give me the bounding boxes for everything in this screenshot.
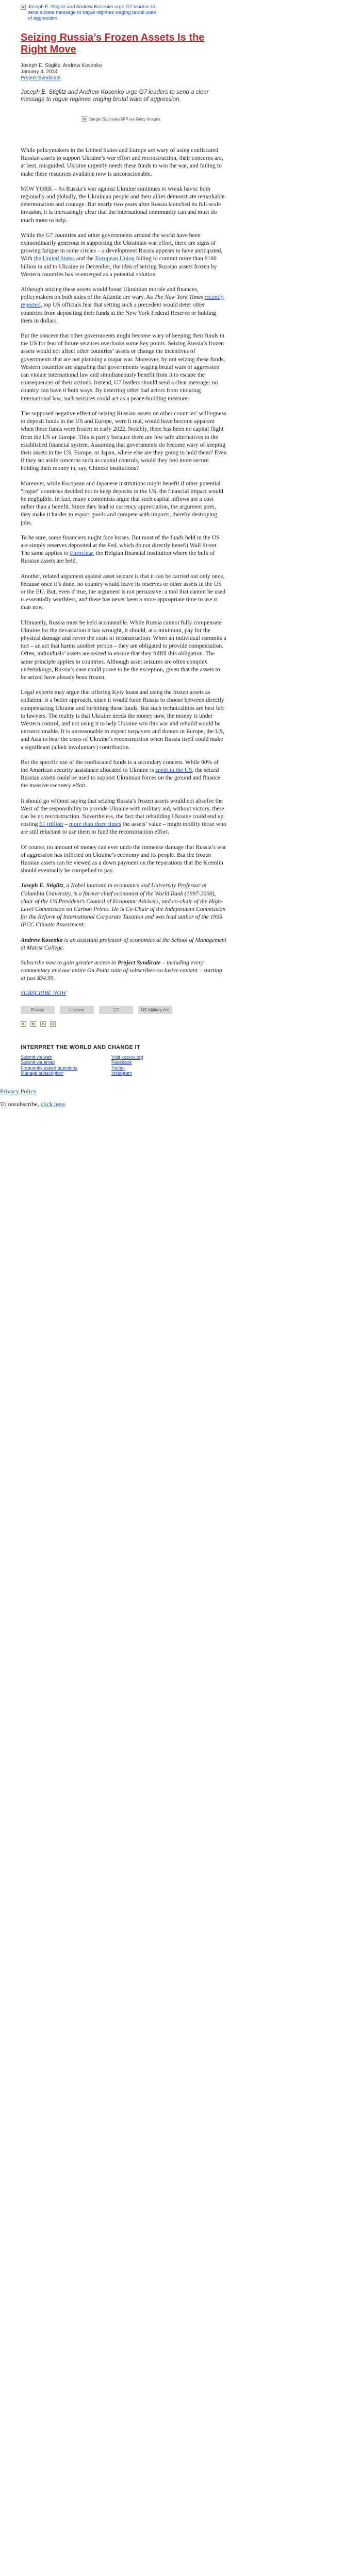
banner-alt-text: Joseph E. Stiglitz and Andrew Kosenko urge G7 leaders to send a clear message to rogue regimes waging brutal wars of aggression. <box>28 4 156 21</box>
link-european-union[interactable]: European Union <box>95 255 135 262</box>
paragraph: But the specific use of the confiscated funds is a secondary concern. While 90% of the American security assistance allocated to Ukraine is spent in the US, the seized Russian assets could be used to support Ukrainian forces on the ground and finance the massive recovery effort. <box>21 758 221 789</box>
privacy-row <box>0 1088 361 1095</box>
paragraph: Although seizing these assets would boost Ukrainian morale and finances, policymakers on both sides of the Atlantic are wary. As The New York Times recently reported, top US officials fear that setting such a precedent would deter other countries from depositing their funds at the New York Federal Reserve or holding them in dollars. <box>21 286 224 324</box>
hero-image <box>57 111 186 127</box>
footer-link[interactable]: Manage subscription <box>21 1071 64 1076</box>
tag-russia[interactable]: Russia <box>21 1006 55 1014</box>
paragraph: NEW YORK – As Russia’s war against Ukraine continues to wreak havoc both regionally and globally, the Ukrainian people and their allies demonstrate remarkable determination and courage. But nearly two years after Russia launched its full-scale invasion, it is increasingly clear that the international community can and must do much more to help. <box>21 185 225 224</box>
paragraph: While policymakers in the United States and Europe are wary of using confiscated Russian assets to support Ukraine’s war effort and reconstruction, their concerns are, at best, misguided. Ukraine urgently needs these funds to win the war, and failing to make these resources available now is unconscionable. <box>21 147 223 177</box>
link-euroclear[interactable]: Euroclear <box>70 550 93 557</box>
paragraph: To be sure, some financiers might face losses. But most of the funds held in the US are simply reserves deposited at the Fed, which do not directly benefit Wall Street. The same applies to Euroclear, the Belgian financial institution where the bulk of Russian assets are held. <box>21 534 220 565</box>
author-bio-stiglitz: Joseph E. Stiglitz, a Nobel laureate in economics and University Professor at Columbia University, is a former chief economist of the World Bank (1997-2000), chair of the US President’s Council of Economic Advisers, and co-chair of the High-Level Commission on Carbon Prices. He is Co-Chair of the Independent Commission for the Reform of International Corporate Taxation and was lead author of the 1995 IPCC Climate Assessment. <box>21 882 226 928</box>
paragraph: The supposed negative effect of seizing Russian assets on other countries’ willingness to deposit funds in the US and Europe, were it real, would have become apparent when these funds were frozen in early 2022. Notably, there has been no capital flight from the US or Europe. This is partly because there are few safe alternatives to the established financial system. Assuming that governments do become wary of keeping their assets in the US, Europe, or Japan, where else are they going to hold them? Even if they set aside concerns such as capital controls, would they feel more secure holding their money in, say, Chinese institutions? <box>21 410 227 472</box>
photo-credit: Sergei Supinsky/AFP via Getty Images <box>89 116 160 122</box>
subscription-promo: Subscribe now to gain greater access to Project Syndicate – including every commentary and our entire On Point suite of subscriber-exclusive content – starting at just $34.99. <box>21 959 222 982</box>
article-column <box>21 4 227 1076</box>
paragraph: While the G7 countries and other governments around the world have been extraordinarily generous in supporting the Ukrainian war effort, there are signs of growing fatigue in some circles – a development Russia appears to have anticipated. With the United States and the European Union failing to commit more than $100 billion in aid to Ukraine in December, the idea of seizing Russian assets frozen by Western countries has re-emerged as a potential solution. <box>21 231 223 278</box>
link-spent-in-us[interactable]: spent in the US <box>155 767 192 774</box>
footer-col-right <box>111 1055 202 1076</box>
broken-image-icon <box>21 5 26 10</box>
article-body <box>21 146 227 996</box>
link-united-states[interactable]: the United States <box>34 255 75 262</box>
article-dek: Joseph E. Stiglitz and Andrew Kosenko urge G7 leaders to send a clear message to rogue regimes waging brutal wars of aggression. <box>21 89 209 103</box>
footer-link[interactable]: Submit via web <box>21 1054 53 1060</box>
paragraph: Moreover, while European and Japanese institutions might benefit if other potential “rogue” countries decided not to keep deposits in the US, the financial impact would be negligible. In fact, many economists argue that such capital inflows are a cost rather than a benefit. Since they lead to currency appreciation, the argument goes, they make it harder to export goods and compete with imports, thereby destroying jobs. <box>21 480 223 526</box>
paragraph: But the concern that other governments might become wary of keeping their funds in the US for fear of future seizures overlooks some key points. Seizing Russia’s frozen assets would not affect other countries’ assets or change the incentives of governments that are not planning a major war. Moreover, by not seizing these funds, Western countries are signaling that governments waging brutal wars of aggression can violate international law and simultaneously benefit from it to escape the consequences of their actions. Instead, G7 leaders should send a clear message: no country can have it both ways. By deterring other bad actors from violating international law, such seizures could act as a peace-building measure. <box>21 332 225 402</box>
paragraph: Legal experts may argue that offering Kyiv loans and using the frozen assets as collateral is a better approach, since it would force Russia to choose between directly compensating Ukraine and forfeiting these funds. But such technicalities are best left to lawyers. The reality is that Ukraine needs the money now, the money is under Western control, and not using it to help Ukraine win this war and rebuild would be unconscionable. It is unreasonable to expect taxpayers and donors in Europe, the US, and Asia to bear the costs of Ukraine’s reconstruction when Russia itself could make a significant (albeit involuntary) contribution. <box>21 689 225 751</box>
publisher-link[interactable]: Project Syndicate <box>21 75 61 81</box>
author-bio-kosenko: Andrew Kosenko is an assistant professor of economics at the School of Management at Marist College. <box>21 936 226 951</box>
footer-heading: INTERPRET THE WORLD AND CHANGE IT <box>21 1044 140 1050</box>
footer-link[interactable]: Submit via email <box>21 1060 55 1065</box>
subscribe-now-link[interactable]: SUBSCRIBE NOW <box>21 989 67 996</box>
tag-ukraine[interactable]: Ukraine <box>60 1006 94 1014</box>
authors: Joseph E. Stiglitz, Andrew Kosenko <box>21 63 102 69</box>
tag-g7[interactable]: G7 <box>99 1006 133 1014</box>
publish-date: January 4, 2024 <box>21 69 58 75</box>
broken-image-icon <box>82 116 87 122</box>
link-more-than-three-times[interactable]: more than three times <box>69 821 121 828</box>
link-1-trillion[interactable]: $1 trillion <box>39 821 63 828</box>
privacy-policy-link[interactable]: Privacy Policy <box>0 1087 37 1095</box>
footer-link[interactable]: Instagram <box>111 1071 133 1076</box>
share-icon[interactable] <box>30 1021 36 1027</box>
paragraph: Ultimately, Russia must be held accountable. While Russia cannot fully compensate Ukraine for the devastation it has wrought, it should, at a minimum, pay for the physical damage and cover the costs of reconstruction. When an individual commits a tort – an act that harms another person – they are obligated to provide compensation. Often, individuals’ assets are seized to ensure that they fulfill this obligation. The same principle applies to countries. Although asset seizures are often complex undertakings, Russia’s case could prove to be the exception, given that the assets to be seized have already been frozen. <box>21 619 226 681</box>
paragraph: It should go without saying that seizing Russia’s frozen assets would not absolve the West of the responsibility to provide Ukraine with military aid; without victory, there can be no reconstruction. Nevertheless, the fact that rebuilding Ukraine could end up costing $1 trillion – more than three times the assets’ value – might mollify those who are still reluctant to use them to fund the reconstruction effort. <box>21 797 226 836</box>
social-share-row <box>21 1021 227 1027</box>
share-icon[interactable] <box>50 1021 56 1027</box>
email-wrapper <box>0 4 361 1108</box>
footer-links <box>21 1055 227 1076</box>
footer-link[interactable]: Frequently asked questions <box>21 1065 78 1071</box>
footer-link[interactable]: Facebook <box>111 1060 132 1065</box>
footer-col-left <box>21 1055 111 1076</box>
tag-us-military-aid[interactable]: US Military Aid <box>138 1006 172 1014</box>
article-title[interactable]: Seizing Russia’s Frozen Assets Is the Right Move <box>21 32 205 55</box>
paragraph: Another, related argument against asset seizure is that it can be carried out only once, because once it’s done, no country would leave its reserves or other assets in the US or the EU. But, even if true, the argument is not persuasive: a tool that cannot be used is essentially worthless, and there has never been a more appropriate time to use it than now. <box>21 572 226 611</box>
share-icon[interactable] <box>21 1021 26 1027</box>
banner-image[interactable] <box>21 4 160 26</box>
share-icon[interactable] <box>40 1021 46 1027</box>
footer-link[interactable]: Twitter <box>111 1065 125 1071</box>
unsubscribe-link[interactable]: click here <box>40 1100 65 1108</box>
paragraph: Of course, no amount of money can ever undo the immense damage that Russia’s war of aggression has inflicted on Ukraine’s economy and its people. But the frozen Russian assets can be viewed as a down payment on the reparations that the Kremlin should eventually be compelled to pay. <box>21 843 226 874</box>
link-recently-reported[interactable]: recently reported <box>21 294 224 309</box>
byline <box>21 63 227 81</box>
topic-tags <box>21 1006 186 1014</box>
email-footer <box>0 1088 361 1108</box>
footer-link[interactable]: Visit xxxxxx.org <box>111 1054 143 1060</box>
unsubscribe-row: To unsubscribe, click here. <box>0 1100 67 1108</box>
